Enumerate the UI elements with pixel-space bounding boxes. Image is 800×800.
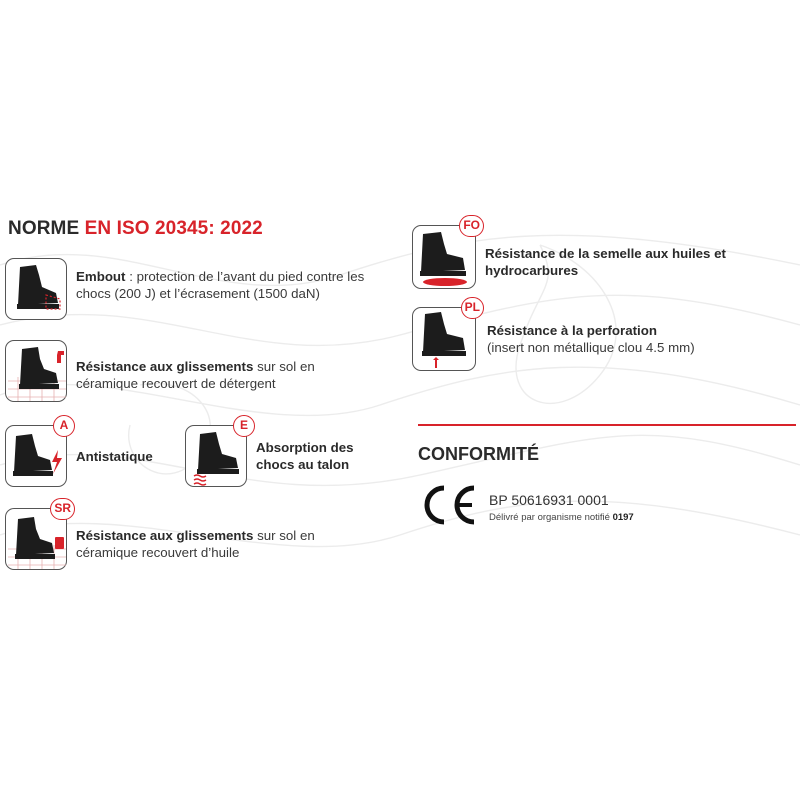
title-standard: EN ISO 20345: xyxy=(84,218,215,239)
boot-heel-absorption-icon xyxy=(185,418,248,487)
badge-pl: PL xyxy=(461,297,484,319)
ce-mark-icon xyxy=(418,484,478,526)
badge-fo: FO xyxy=(459,215,484,237)
item-oil-resistance-desc: Résistance de la semelle aux huiles et hydrocarbures xyxy=(485,246,726,278)
item-slip-detergent-desc: Résistance aux glissements sur sol en céramique recouvert de détergent xyxy=(76,359,315,391)
certificate-issuer: Délivré par organisme notifié 0197 xyxy=(489,512,634,523)
title-prefix: NORME xyxy=(8,218,80,239)
boot-antistatic-icon xyxy=(5,418,69,487)
item-slip-oil-desc: Résistance aux glissements sur sol en céramique recouvert d’huile xyxy=(76,528,315,560)
item-perforation-desc: Résistance à la perforation (insert non métallique clou 4.5 mm) xyxy=(487,323,695,355)
badge-sr: SR xyxy=(50,498,75,520)
certificate-number: BP 50616931 0001 xyxy=(489,492,609,508)
badge-a: A xyxy=(53,415,75,437)
item-antistatic-desc: Antistatique xyxy=(76,449,153,464)
boot-toecap-icon xyxy=(5,258,67,320)
item-toecap-desc: Embout : protection de l’avant du pied contre les chocs (200 J) et l’écrasement (1500 daN) xyxy=(76,269,365,301)
section-divider xyxy=(418,424,796,426)
conformite-heading: CONFORMITÉ xyxy=(418,444,539,464)
boot-oil-resistance-icon xyxy=(412,218,480,289)
page-title xyxy=(8,218,263,240)
item-heel-absorption-desc: Absorption des chocs au talon xyxy=(256,440,354,472)
boot-perforation-icon xyxy=(412,300,480,371)
boot-slip-oil-icon xyxy=(5,501,71,570)
boot-slip-detergent-icon xyxy=(5,340,67,402)
badge-e: E xyxy=(233,415,255,437)
title-year: 2022 xyxy=(220,218,263,239)
